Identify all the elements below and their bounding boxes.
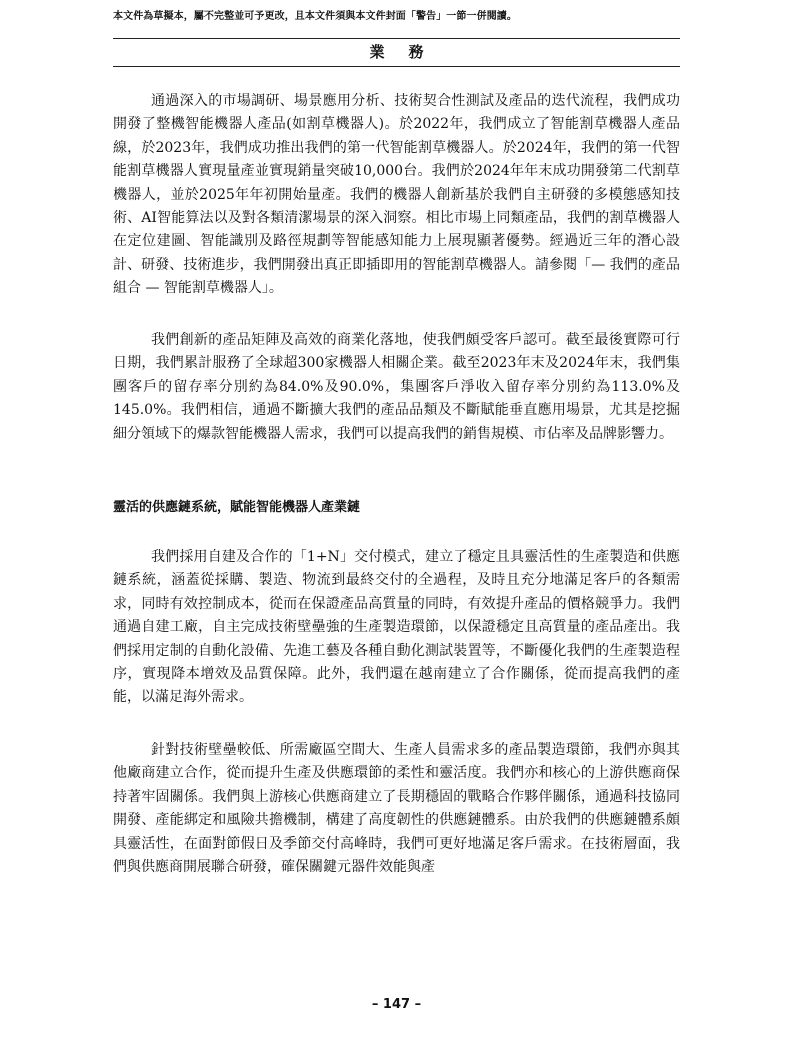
header-rule-top xyxy=(113,38,680,39)
paragraph-customer-recognition: 我們創新的產品矩陣及高效的商業化落地，使我們頗受客戶認可。截至最後實際可行日期，我們累計服務了全球超300家機器人相關企業。截至2023年末及2024年末，我們集團客戶的留存率分別約為84.0%及90.0%，集團客戶淨收入留存率分別約為113.0%及145.0%。我們相信，通過不斷擴大我們的產品品類及不斷賦能垂直應用場景，尤其是挖掘細分領域下的爆款智能機器人需求，我們可以提高我們的銷售規模、市佔率及品牌影響力。 xyxy=(113,332,680,442)
section-title: 業務 xyxy=(369,43,448,61)
header-rule-bottom xyxy=(113,66,680,67)
subheading-supply-chain: 靈活的供應鏈系統，賦能智能機器人產業鏈 xyxy=(113,500,361,515)
paragraph-product-development: 通過深入的市場調研、場景應用分析、技術契合性測試及產品的迭代流程，我們成功開發了整機智能機器人產品(如割草機器人)。於2022年，我們成立了智能割草機器人產品線，於2023年，我們成功推出我們的第一代智能割草機器人。於2024年，我們的第一代智能割草機器人實現量產並實現銷量突破10,000台。我們於2024年年末成功開發第二代割草機器人，並於2025年年初開始量產。我們的機器人創新基於我們自主研發的多模態感知技術、AI智能算法以及對各類清潔場景的深入洞察。相比市場上同類產品，我們的割草機器人在定位建圖、智能識別及路徑規劃等智能感知能力上展現顯著優勢。經過近三年的潛心設計、研發、技術進步，我們開發出真正即插即用的智能割草機器人。請參閱「— 我們的產品組合 — 智能割草機器人」。 xyxy=(113,93,680,297)
page-number: – 147 – xyxy=(371,997,422,1012)
draft-disclaimer: 本文件為草擬本，屬不完整並可予更改，且本文件須與本文件封面「警告」一節一併閱讀。 xyxy=(113,11,517,22)
paragraph-delivery-model: 我們採用自建及合作的「1+N」交付模式，建立了穩定且具靈活性的生產製造和供應鏈系統，涵蓋從採購、製造、物流到最終交付的全過程，及時且充分地滿足客戶的各類需求，同時有效控制成本，從而在保證產品高質量的同時，有效提升產品的價格競爭力。我們通過自建工廠，自主完成技術壁壘強的生產製造環節，以保證穩定且高質量的產品產出。我們採用定制的自動化設備、先進工藝及各種自動化測試裝置等，不斷優化我們的生產製造程序，實現降本增效及品質保障。此外，我們還在越南建立了合作關係，從而提高我們的產能，以滿足海外需求。 xyxy=(113,549,680,706)
paragraph-supplier-cooperation: 針對技術壁壘較低、所需廠區空間大、生產人員需求多的產品製造環節，我們亦與其他廠商建立合作，從而提升生產及供應環節的柔性和靈活度。我們亦和核心的上游供應商保持著牢固關係。我們與上游核心供應商建立了長期穩固的戰略合作夥伴關係，通過科技協同開發、產能綁定和風險共擔機制，構建了高度韌性的供應鏈體系。由於我們的供應鏈體系頗具靈活性，在面對節假日及季節交付高峰時，我們可更好地滿足客戶需求。在技術層面，我們與供應商開展聯合研發，確保關鍵元器件效能與產 xyxy=(113,742,680,876)
